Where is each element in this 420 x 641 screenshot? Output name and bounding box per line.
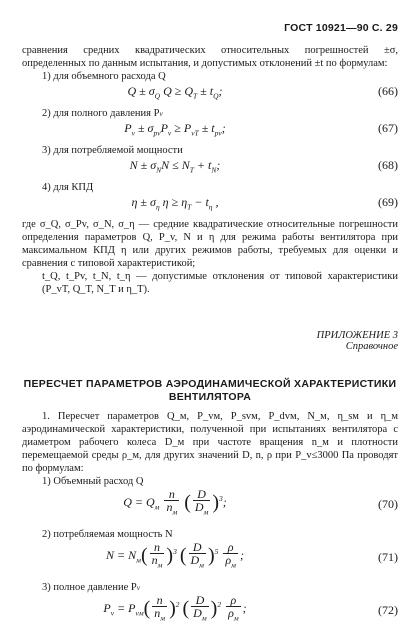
equation-66-formula: $Q \pm \sigma_Q$ $Q \ge Q_T \pm t_Q$; xyxy=(127,84,223,101)
equation-67-number: (67) xyxy=(378,121,398,135)
item-pressure-label: 2) для полного давления Pv xyxy=(42,108,163,119)
equation-71 xyxy=(22,541,398,575)
definitions-tolerance: t_Q, t_Pv, t_N, t_η — допустимые отклонения от типовой характеристики (P_vT, Q_T, N_T и η_T). xyxy=(42,271,398,295)
item-efficiency-label: 4) для КПД xyxy=(42,182,94,193)
equation-68 xyxy=(22,157,398,177)
equation-70 xyxy=(22,488,398,522)
page-header: ГОСТ 10921—90 С. 29 xyxy=(284,22,398,34)
equation-70-number: (70) xyxy=(378,497,398,511)
equation-72 xyxy=(22,594,398,628)
item-power-label: 3) для потребляемой мощности xyxy=(42,145,183,156)
equation-69 xyxy=(22,194,398,214)
definitions-sigma: где σ_Q, σ_Pv, σ_N, σ_η — средние квадратические относительные погрешности определения параметров Q, P_v, N и η для режима работы вентилятора при максимальном КПД η или других режимов работы, требуемых для оценки и сравнения с типовой характеристикой; xyxy=(22,219,398,269)
equation-71-number: (71) xyxy=(378,550,398,564)
equation-68-formula: $N \pm \sigma_NN \le N_T + t_N$; xyxy=(129,158,221,175)
intro-paragraph: сравнения средних квадратических относительных погрешностей ±σ, определенных по данным испытания, и допустимых отклонений ±t по формулам: xyxy=(22,45,398,69)
upper-block xyxy=(22,44,398,296)
appendix-heading xyxy=(317,330,398,352)
equation-69-formula: $\eta \pm \sigma_\eta$ $\eta \ge \eta_T - t_\eta$ , xyxy=(131,195,219,212)
equation-66-number: (66) xyxy=(378,84,398,98)
appendix-subtitle: Справочное xyxy=(345,341,398,352)
item-volume-flow-label: 1) Объемный расход Q xyxy=(42,476,144,487)
equation-70-formula: $Q = Q_м$ $\frac{n}{n_м}$ ( $\frac{D}{D_м}$ )$^3$; xyxy=(123,487,227,517)
item-flow-label: 1) для объемного расхода Q xyxy=(42,71,166,82)
equation-66 xyxy=(22,83,398,103)
equation-67 xyxy=(22,120,398,140)
equation-71-formula: $N = N_м$( $\frac{n}{n_м}$ )$^3$ ( $\frac{D}{D_м}$ )$^5$ $\frac{\rho}{\rho_м}$ ; xyxy=(106,540,244,570)
item-total-pressure-label: 3) полное давление Pv xyxy=(42,582,141,593)
lower-block xyxy=(22,410,398,628)
equation-72-number: (72) xyxy=(378,603,398,617)
recalc-intro: 1. Пересчет параметров Q_м, P_vм, P_svм, P_dvм, N_м, η_sм и η_м аэродинамической характеристики, полученной при испытаниях вентилятора с диаметром рабочего колеса D_м при частоте вращения n_м и плотности перемещаемой среды ρ_м, для других значений D, n, ρ при P_v≤3000 Па проводят по формулам: xyxy=(22,411,398,474)
equation-72-formula: $P_v = P_{vм}$( $\frac{n}{n_м}$ )$^2$ ( $\frac{D}{D_м}$ )$^2$ $\frac{\rho}{\rho_м}$ ; xyxy=(103,593,247,623)
equation-67-formula: $P_v \pm \sigma_{pv}P_v \ge P_{vT} \pm t_{pv}$; xyxy=(124,121,226,138)
section-title: ПЕРЕСЧЕТ ПАРАМЕТРОВ АЭРОДИНАМИЧЕСКОЙ ХАРАКТЕРИСТИКИ ВЕНТИЛЯТОРА xyxy=(23,378,397,403)
equation-69-number: (69) xyxy=(378,195,398,209)
equation-68-number: (68) xyxy=(378,158,398,172)
item-power-consumed-label: 2) потребляемая мощность N xyxy=(42,529,173,540)
appendix-title: ПРИЛОЖЕНИЕ 3 xyxy=(316,330,398,341)
